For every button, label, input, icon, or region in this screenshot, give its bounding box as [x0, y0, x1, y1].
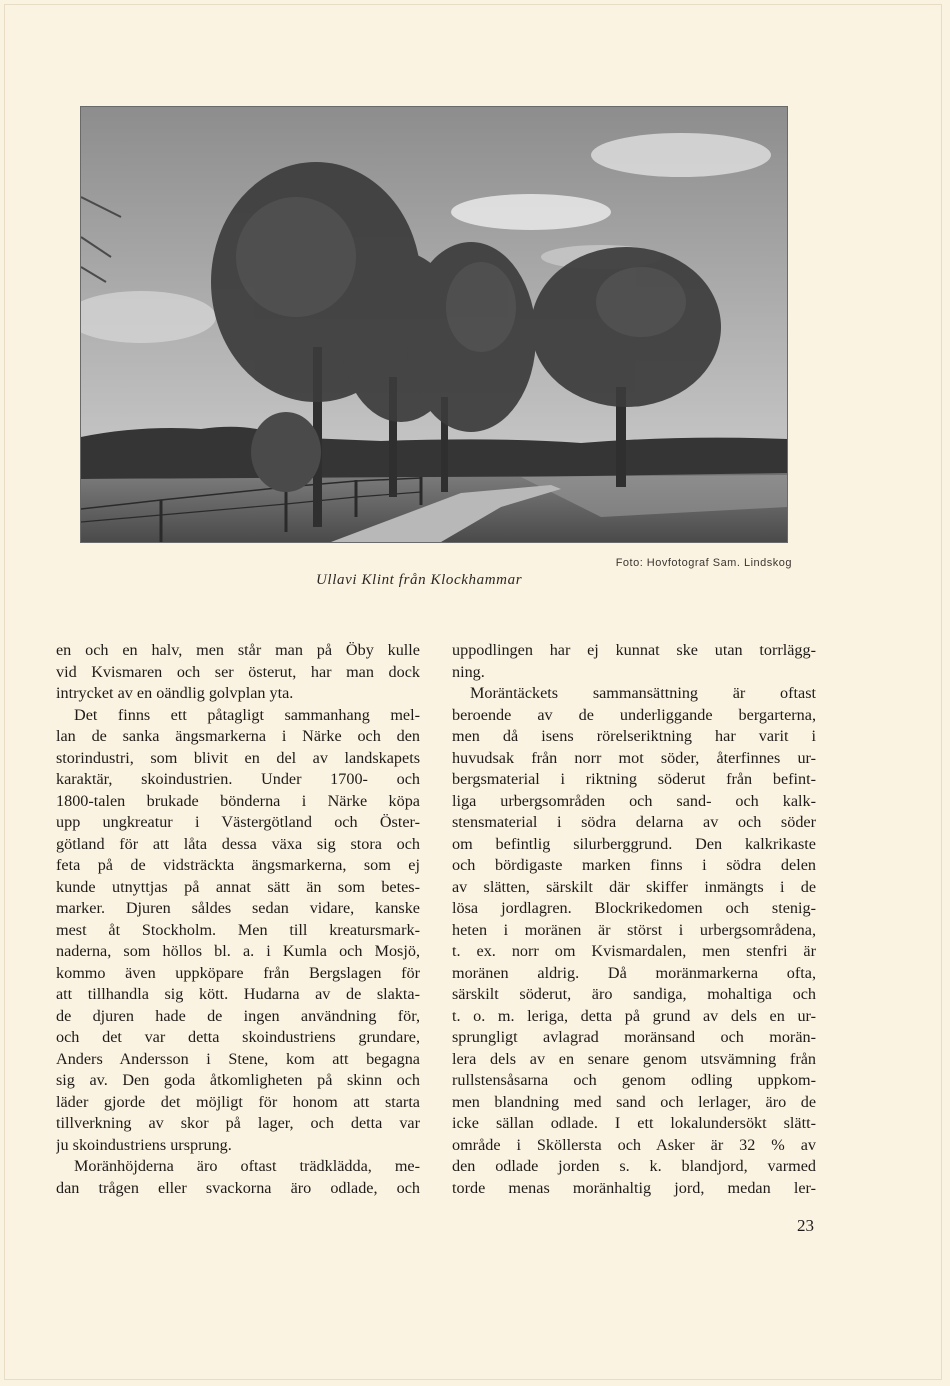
text-line: ju skoindustriens ursprung.: [56, 1135, 232, 1154]
text-line: icke sällan odlade. I ett lokalundersökt slätt-: [452, 1114, 816, 1132]
text-line: liga urbergsområden och sand- och kalk-: [452, 791, 816, 810]
text-line: stensmaterial i södra delarna av och söder: [452, 813, 816, 831]
text-line: karaktär, skoindustrien. Under 1700- och: [56, 770, 420, 788]
text-line: heten i moränen är störst i urbergsområdena,: [452, 920, 816, 939]
text-line: men blandning med sand och lerlager, äro de: [452, 1092, 816, 1111]
text-line: men då isens rörelseriktning har varit i: [452, 727, 816, 745]
text-line: feta på de vidsträckta ängsmarkerna, som ej: [56, 856, 420, 874]
text-line: sprungligt avlagrad moränsand och morän-: [452, 1028, 816, 1046]
text-line: lan de sanka ängsmarkerna i Närke och den: [56, 727, 420, 745]
text-line: område i Sköllersta och Asker är 32 % av: [452, 1135, 816, 1154]
text-line: av slätten, särskilt där skiffer inmängts i de: [452, 877, 816, 896]
text-line: lera dels av en senare genom utsvämning från: [452, 1049, 816, 1068]
text-line: naderna, som höllos bl. a. i Kumla och Mosjö,: [56, 942, 420, 960]
text-line: tillverkning av skor på lager, och detta var: [56, 1114, 420, 1132]
text-line: 1800-talen brukade bönderna i Närke köpa: [56, 791, 420, 810]
photo-caption: Ullavi Klint från Klockhammar: [316, 572, 523, 588]
text-line: dan trågen eller svackorna äro odlade, och: [56, 1178, 420, 1197]
text-line: bergsmaterial i riktning söderut från befint-: [452, 770, 816, 788]
right-text-column: [452, 640, 816, 1199]
text-line: lösa jordlagren. Blockrikedomen och stenig-: [452, 899, 816, 917]
text-line: t. o. m. leriga, detta på grund av dels en ur-: [452, 1006, 816, 1025]
left-text-column: [56, 640, 420, 1199]
text-line: om befintlig silurberggrund. Den kalkrikaste: [452, 834, 816, 853]
text-line: och bördigaste marken finns i södra delen: [452, 856, 816, 874]
text-line: sig av. Den goda åtkomligheten på skinn och: [56, 1071, 420, 1089]
text-line: särskilt söderut, äro sandiga, mohaltiga och: [452, 985, 816, 1003]
text-line: upp ungkreatur i Västergötland och Öster-: [56, 813, 420, 831]
text-line: en och en halv, men står man på Öby kulle: [56, 641, 420, 659]
text-line: t. ex. norr om Kvismardalen, men stenfri är: [452, 942, 816, 960]
text-line: ning.: [452, 662, 485, 681]
text-line: moränen aldrig. Då moränmarkerna ofta,: [452, 963, 816, 982]
text-line: intrycket av en oändlig golvplan yta.: [56, 684, 294, 702]
text-line: kommo även uppköpare från Bergslagen för: [56, 963, 420, 982]
text-line: den odlade jorden s. k. blandjord, varmed: [452, 1157, 816, 1175]
text-line: uppodlingen har ej kunnat ske utan torrlägg-: [452, 641, 816, 659]
text-line: storindustri, som blivit en del av landskapets: [56, 748, 420, 767]
text-line: vid Kvismaren och ser österut, har man dock: [56, 662, 420, 681]
text-line: marker. Djuren såldes sedan vidare, kanske: [56, 899, 420, 917]
text-line: de djuren hade de ingen användning för,: [56, 1006, 420, 1025]
text-line: torde menas moränhaltig jord, medan ler-: [452, 1178, 816, 1197]
text-line: Moräntäckets sammansättning är oftast: [470, 684, 816, 702]
text-line: Moränhöjderna äro oftast trädklädda, me-: [74, 1157, 420, 1175]
text-line: läder gjorde det möjligt för honom att starta: [56, 1092, 420, 1111]
page-number: 23: [797, 1216, 814, 1235]
photo-credit: Foto: Hovfotograf Sam. Lindskog: [615, 557, 792, 569]
landscape-photo-drawing: [81, 107, 787, 542]
text-line: Anders Andersson i Stene, kom att begagna: [56, 1049, 420, 1068]
text-line: rullstensåsarna och genom odling uppkom-: [452, 1071, 816, 1089]
landscape-photo: [80, 106, 788, 543]
text-line: huvudsak från norr mot söder, återfinnes ur-: [452, 748, 816, 767]
text-line: mest åt Stockholm. Men till kreatursmark-: [56, 920, 420, 939]
text-line: Det finns ett påtagligt sammanhang mel-: [74, 705, 420, 724]
text-line: och det var detta skoindustriens grundare,: [56, 1028, 420, 1046]
text-line: kunde utnyttjas på annat sätt än som betes-: [56, 877, 420, 896]
text-line: beroende av de underliggande bergarterna,: [452, 705, 816, 724]
text-line: att tillhandla sig kött. Hudarna av de slakta-: [56, 985, 420, 1003]
text-line: götland för att låta dessa växa sig stora och: [56, 834, 420, 853]
